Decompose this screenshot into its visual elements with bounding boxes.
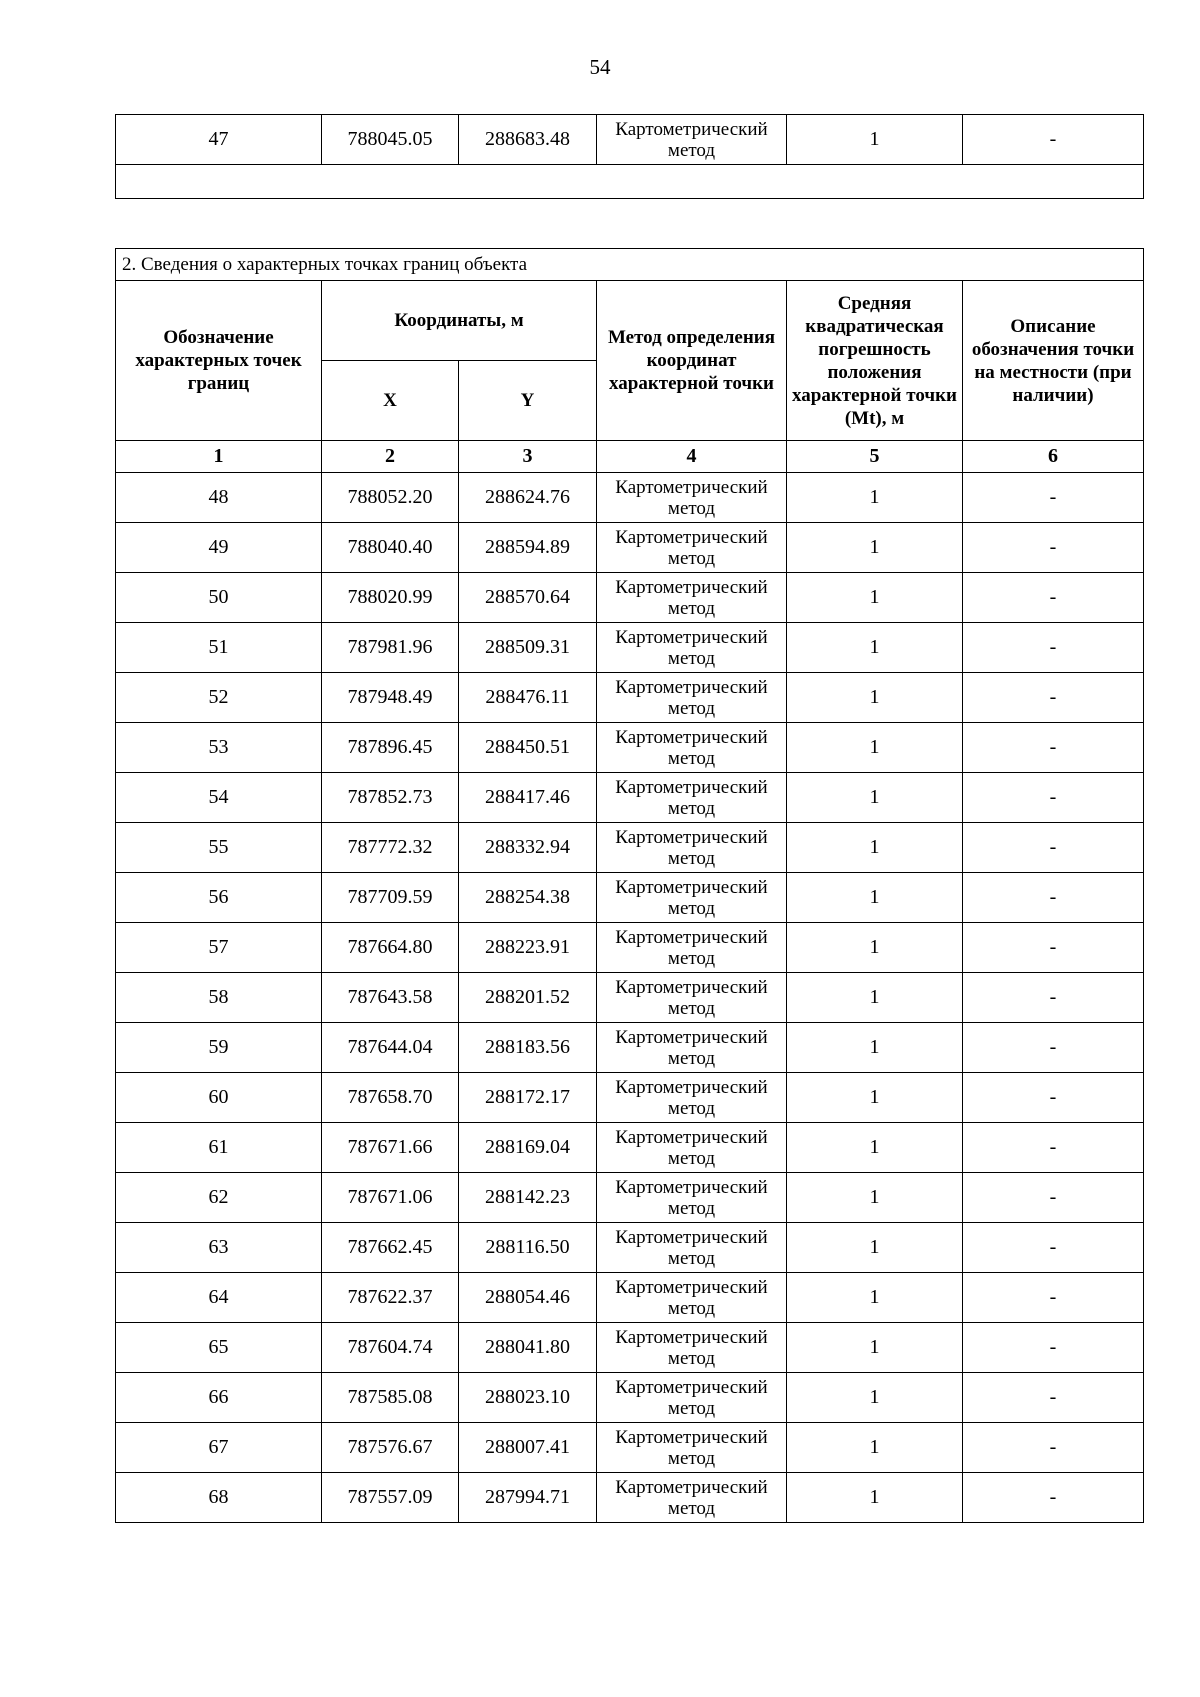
table-row <box>116 1123 1144 1173</box>
table-row <box>116 623 1144 673</box>
coord-x: 787671.66 <box>322 1123 459 1173</box>
error-value: 1 <box>787 773 963 823</box>
coord-y: 288683.48 <box>459 115 597 165</box>
method: Картометрический метод <box>597 873 787 923</box>
table-row <box>116 473 1144 523</box>
coord-x: 787772.32 <box>322 823 459 873</box>
description: - <box>963 1323 1144 1373</box>
coord-y: 288223.91 <box>459 923 597 973</box>
method: Картометрический метод <box>597 723 787 773</box>
coord-x: 787671.06 <box>322 1173 459 1223</box>
point-number: 65 <box>116 1323 322 1373</box>
error-value: 1 <box>787 1073 963 1123</box>
coord-x: 787981.96 <box>322 623 459 673</box>
point-number: 67 <box>116 1423 322 1473</box>
coord-x: 788052.20 <box>322 473 459 523</box>
error-value: 1 <box>787 115 963 165</box>
method: Картометрический метод <box>597 673 787 723</box>
error-value: 1 <box>787 1123 963 1173</box>
point-number: 63 <box>116 1223 322 1273</box>
point-number: 64 <box>116 1273 322 1323</box>
error-value: 1 <box>787 973 963 1023</box>
point-number: 52 <box>116 673 322 723</box>
point-number: 58 <box>116 973 322 1023</box>
point-number: 61 <box>116 1123 322 1173</box>
description: - <box>963 573 1144 623</box>
point-number: 60 <box>116 1073 322 1123</box>
table-row <box>116 923 1144 973</box>
description: - <box>963 1123 1144 1173</box>
method: Картометрический метод <box>597 1123 787 1173</box>
coord-y: 288594.89 <box>459 523 597 573</box>
column-number: 3 <box>459 441 597 473</box>
method: Картометрический метод <box>597 1023 787 1073</box>
method: Картометрический метод <box>597 973 787 1023</box>
method: Картометрический метод <box>597 1323 787 1373</box>
description: - <box>963 773 1144 823</box>
header-coordinates: Координаты, м <box>322 281 597 361</box>
description: - <box>963 973 1144 1023</box>
description: - <box>963 823 1144 873</box>
table-row <box>116 573 1144 623</box>
description: - <box>963 1073 1144 1123</box>
table-row <box>116 1023 1144 1073</box>
error-value: 1 <box>787 1373 963 1423</box>
coord-x: 787658.70 <box>322 1073 459 1123</box>
table-row <box>116 1273 1144 1323</box>
error-value: 1 <box>787 723 963 773</box>
error-value: 1 <box>787 673 963 723</box>
point-number: 59 <box>116 1023 322 1073</box>
error-value: 1 <box>787 1423 963 1473</box>
coord-y: 288624.76 <box>459 473 597 523</box>
error-value: 1 <box>787 923 963 973</box>
column-number: 6 <box>963 441 1144 473</box>
error-value: 1 <box>787 473 963 523</box>
point-number: 47 <box>116 115 322 165</box>
coord-x: 787622.37 <box>322 1273 459 1323</box>
coord-y: 288183.56 <box>459 1023 597 1073</box>
header-x: X <box>322 361 459 441</box>
description: - <box>963 1223 1144 1273</box>
coord-y: 288023.10 <box>459 1373 597 1423</box>
table-row <box>116 1323 1144 1373</box>
coord-x: 788045.05 <box>322 115 459 165</box>
boundary-points-table <box>115 248 1144 1523</box>
coord-y: 288116.50 <box>459 1223 597 1273</box>
header-description: Описание обозначения точки на местности (при наличии) <box>963 281 1144 441</box>
method: Картометрический метод <box>597 115 787 165</box>
method: Картометрический метод <box>597 1423 787 1473</box>
coord-x: 787576.67 <box>322 1423 459 1473</box>
description: - <box>963 1173 1144 1223</box>
table-row <box>116 673 1144 723</box>
coord-y: 288450.51 <box>459 723 597 773</box>
table-row <box>116 115 1144 165</box>
method: Картометрический метод <box>597 773 787 823</box>
header-method: Метод определения координат характерной точки <box>597 281 787 441</box>
empty-row <box>116 165 1144 199</box>
error-value: 1 <box>787 523 963 573</box>
coord-y: 288570.64 <box>459 573 597 623</box>
table-row <box>116 823 1144 873</box>
coord-x: 787662.45 <box>322 1223 459 1273</box>
error-value: 1 <box>787 1173 963 1223</box>
coord-y: 288509.31 <box>459 623 597 673</box>
table-row <box>116 773 1144 823</box>
description: - <box>963 1373 1144 1423</box>
coord-y: 288201.52 <box>459 973 597 1023</box>
description: - <box>963 1473 1144 1523</box>
description: - <box>963 115 1144 165</box>
table-row <box>116 1373 1144 1423</box>
point-number: 49 <box>116 523 322 573</box>
coord-y: 288054.46 <box>459 1273 597 1323</box>
method: Картометрический метод <box>597 1173 787 1223</box>
error-value: 1 <box>787 873 963 923</box>
coord-y: 288476.11 <box>459 673 597 723</box>
description: - <box>963 523 1144 573</box>
column-number: 2 <box>322 441 459 473</box>
point-number: 57 <box>116 923 322 973</box>
table-row <box>116 1173 1144 1223</box>
error-value: 1 <box>787 1023 963 1073</box>
coord-x: 787948.49 <box>322 673 459 723</box>
description: - <box>963 1023 1144 1073</box>
coord-x: 788020.99 <box>322 573 459 623</box>
table-row <box>116 873 1144 923</box>
method: Картометрический метод <box>597 473 787 523</box>
coord-x: 787644.04 <box>322 1023 459 1073</box>
coord-y: 288041.80 <box>459 1323 597 1373</box>
coord-x: 787896.45 <box>322 723 459 773</box>
description: - <box>963 723 1144 773</box>
method: Картометрический метод <box>597 1473 787 1523</box>
table-row <box>116 973 1144 1023</box>
header-y: Y <box>459 361 597 441</box>
point-number: 51 <box>116 623 322 673</box>
coord-x: 787643.58 <box>322 973 459 1023</box>
method: Картометрический метод <box>597 1223 787 1273</box>
description: - <box>963 923 1144 973</box>
coord-y: 288142.23 <box>459 1173 597 1223</box>
method: Картометрический метод <box>597 1273 787 1323</box>
point-number: 48 <box>116 473 322 523</box>
table-row <box>116 723 1144 773</box>
method: Картометрический метод <box>597 923 787 973</box>
table-row <box>116 1423 1144 1473</box>
error-value: 1 <box>787 623 963 673</box>
table-caption: 2. Сведения о характерных точках границ объекта <box>116 249 1144 281</box>
description: - <box>963 623 1144 673</box>
method: Картометрический метод <box>597 1373 787 1423</box>
description: - <box>963 1423 1144 1473</box>
coord-y: 288169.04 <box>459 1123 597 1173</box>
error-value: 1 <box>787 1323 963 1373</box>
coord-x: 787852.73 <box>322 773 459 823</box>
page-number: 54 <box>589 55 611 79</box>
coord-y: 288417.46 <box>459 773 597 823</box>
column-number: 1 <box>116 441 322 473</box>
continuation-table <box>115 114 1144 199</box>
method: Картометрический метод <box>597 523 787 573</box>
error-value: 1 <box>787 823 963 873</box>
coord-y: 288332.94 <box>459 823 597 873</box>
coord-y: 288007.41 <box>459 1423 597 1473</box>
description: - <box>963 873 1144 923</box>
empty-cell <box>116 165 1144 199</box>
point-number: 56 <box>116 873 322 923</box>
coord-x: 787604.74 <box>322 1323 459 1373</box>
coord-x: 787585.08 <box>322 1373 459 1423</box>
error-value: 1 <box>787 1273 963 1323</box>
table-row <box>116 1073 1144 1123</box>
point-number: 50 <box>116 573 322 623</box>
point-number: 54 <box>116 773 322 823</box>
point-number: 66 <box>116 1373 322 1423</box>
description: - <box>963 673 1144 723</box>
header-point-designation: Обозначение характерных точек границ <box>116 281 322 441</box>
coord-y: 288254.38 <box>459 873 597 923</box>
method: Картометрический метод <box>597 573 787 623</box>
error-value: 1 <box>787 573 963 623</box>
description: - <box>963 473 1144 523</box>
coord-x: 787557.09 <box>322 1473 459 1523</box>
point-number: 62 <box>116 1173 322 1223</box>
coord-y: 288172.17 <box>459 1073 597 1123</box>
table-row <box>116 1223 1144 1273</box>
coord-x: 787709.59 <box>322 873 459 923</box>
method: Картометрический метод <box>597 823 787 873</box>
header-error: Средняя квадратическая погрешность положения характерной точки (Mt), м <box>787 281 963 441</box>
method: Картометрический метод <box>597 1073 787 1123</box>
method: Картометрический метод <box>597 623 787 673</box>
error-value: 1 <box>787 1473 963 1523</box>
error-value: 1 <box>787 1223 963 1273</box>
table-row <box>116 523 1144 573</box>
table-row <box>116 1473 1144 1523</box>
column-number: 5 <box>787 441 963 473</box>
coord-x: 787664.80 <box>322 923 459 973</box>
point-number: 55 <box>116 823 322 873</box>
point-number: 53 <box>116 723 322 773</box>
description: - <box>963 1273 1144 1323</box>
coord-x: 788040.40 <box>322 523 459 573</box>
coord-y: 287994.71 <box>459 1473 597 1523</box>
point-number: 68 <box>116 1473 322 1523</box>
column-number: 4 <box>597 441 787 473</box>
